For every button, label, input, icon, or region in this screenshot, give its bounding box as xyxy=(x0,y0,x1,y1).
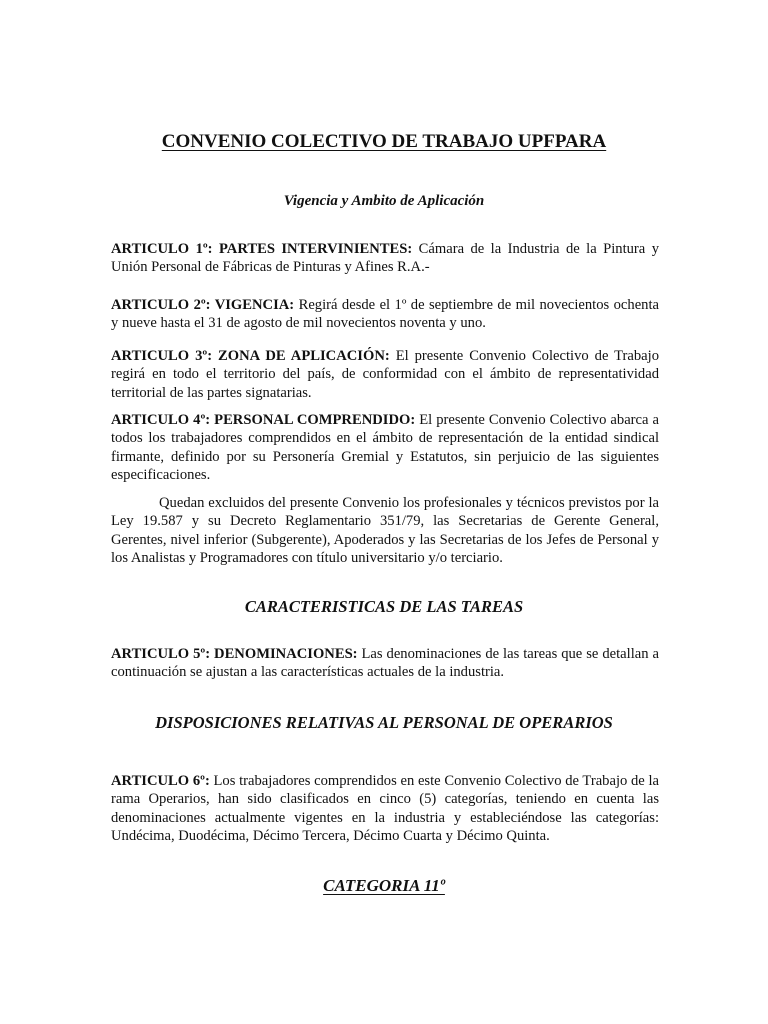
article-1 xyxy=(111,240,659,277)
article-3-label: ARTICULO 3º: ZONA DE APLICACIÓN: xyxy=(111,348,390,364)
article-2 xyxy=(111,296,659,333)
article-4-text: El presente Convenio Colectivo abarca a todos los trabajadores comprendidos en el ámbito de representación de la entidad sindical firmante, definido por su Personería Gremial y Estatutos, sin perjuicio de las siguientes especificaciones. xyxy=(111,412,659,484)
article-2-text: Regirá desde el 1º de septiembre de mil novecientos ochenta y nueve hasta el 31 de agosto de mil novecientos noventa y uno. xyxy=(111,297,660,332)
article-1-text: Cámara de la Industria de la Pintura y Unión Personal de Fábricas de Pinturas y Afines R.A.- xyxy=(111,241,659,276)
article-3-text: El presente Convenio Colectivo de Trabajo regirá en todo el territorio del país, de conformidad con el ámbito de representatividad territorial de las partes signatarias. xyxy=(111,348,659,401)
article-6-text: Los trabajadores comprendidos en este Convenio Colectivo de Trabajo de la rama Operarios, han sido clasificados en cinco (5) categorías, teniendo en cuenta las denominaciones actualmente vigentes en la industria y estableciéndose las categorías: Undécima, Duodécima, Décimo Tercera, Décimo Cuarta y Décimo Quinta. xyxy=(111,773,659,845)
exclusion-paragraph: Quedan excluidos del presente Convenio los profesionales y técnicos previstos por la Ley 19.587 y su Decreto Reglamentario 351/79, las Secretarias de Gerente General, Gerentes, nivel inferior (Subgerente), Apoderados y las Secretarias de los Jefes de Personal y los Analistas y Programadores con título universitario y/o terciario. xyxy=(111,495,659,567)
article-1-label: ARTICULO 1º: PARTES INTERVINIENTES: xyxy=(111,241,413,257)
article-3 xyxy=(111,347,659,402)
article-6-label: ARTICULO 6º: xyxy=(111,773,210,789)
document-title: CONVENIO COLECTIVO DE TRABAJO UPFPARA xyxy=(161,131,607,152)
article-5-text: Las denominaciones de las tareas que se detallan a continuación se ajustan a las características actuales de la industria. xyxy=(111,646,659,681)
article-5 xyxy=(111,645,659,682)
article-5-label: ARTICULO 5º: DENOMINACIONES: xyxy=(111,646,358,662)
article-4-label: ARTICULO 4º: PERSONAL COMPRENDIDO: xyxy=(111,412,416,428)
section-heading-caracteristicas: CARACTERISTICAS DE LAS TAREAS xyxy=(244,597,524,616)
category-heading: CATEGORIA 11º xyxy=(323,876,445,895)
section-heading-vigencia: Vigencia y Ambito de Aplicación xyxy=(283,193,485,209)
article-6 xyxy=(111,772,659,846)
section-heading-disposiciones: DISPOSICIONES RELATIVAS AL PERSONAL DE OPERARIOS xyxy=(155,713,613,732)
article-4 xyxy=(111,411,659,485)
article-2-label: ARTICULO 2º: VIGENCIA: xyxy=(111,297,295,313)
